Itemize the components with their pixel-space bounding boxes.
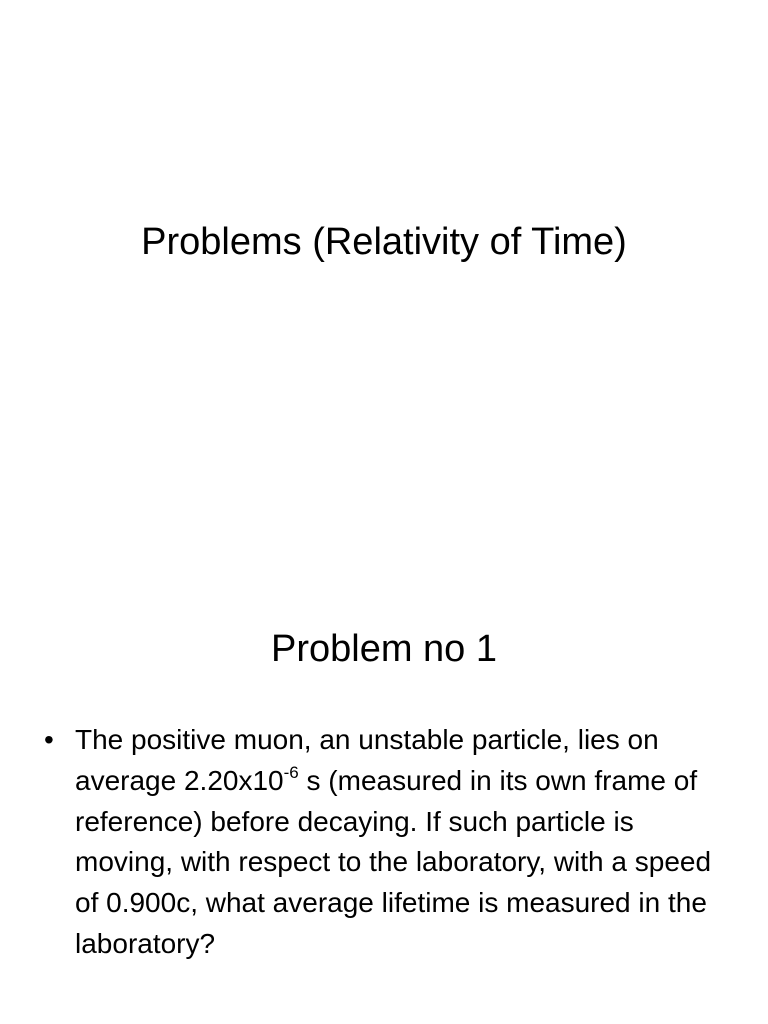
problem-statement	[44, 720, 724, 965]
exponent: -6	[283, 762, 299, 782]
problem-heading: Problem no 1	[270, 628, 497, 670]
problem-bullet-list	[44, 720, 724, 965]
problem-text-end: s (measured in its own frame of reference) before decaying. If such particle is moving, with respect to the laboratory, with a speed of 0.900c, what average lifetime is measured in the laboratory?	[75, 764, 712, 959]
problem-text-start: The positive muon, an unstable particle, lies on average 2.20x10	[75, 724, 659, 796]
slide-problem-1	[0, 560, 768, 1024]
bullet-icon: •	[44, 724, 54, 755]
slide-title: Problems (Relativity of Time)	[141, 221, 627, 263]
